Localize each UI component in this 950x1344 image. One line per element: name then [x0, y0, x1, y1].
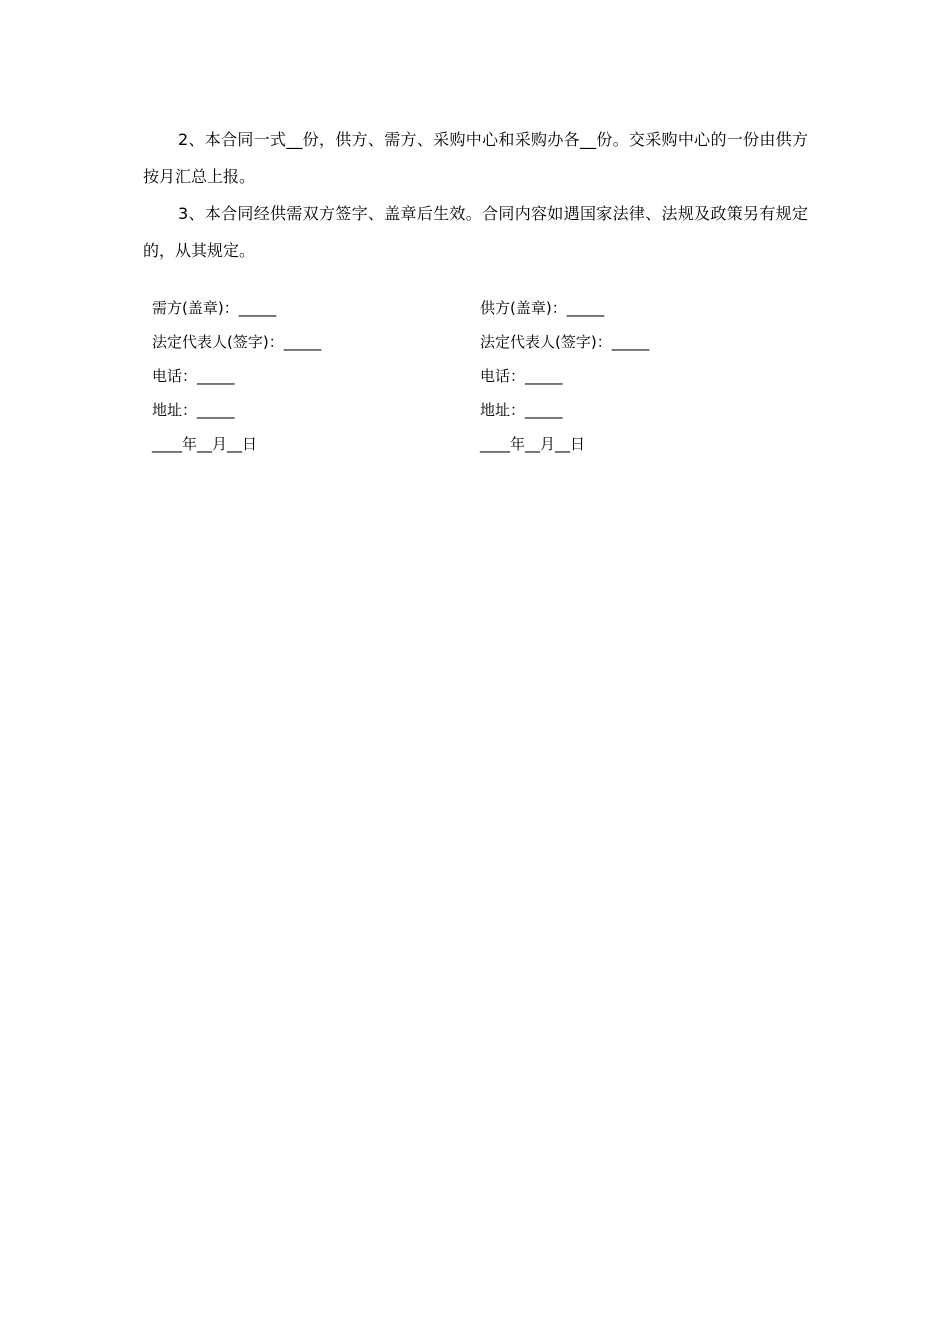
- clause-2: 2、本合同一式__份，供方、需方、采购中心和采购办各__份。交采购中心的一份由供方按月汇总上报。: [143, 130, 808, 186]
- buyer-seal-field: 需方(盖章)：_____: [152, 299, 277, 317]
- supplier-address-field: 地址：_____: [480, 401, 563, 419]
- supplier-seal-field: 供方(盖章)：_____: [480, 299, 605, 317]
- contract-clauses: [143, 121, 808, 269]
- buyer-phone-field: 电话：_____: [152, 367, 235, 385]
- buyer-address-field: 地址：_____: [152, 401, 235, 419]
- supplier-phone-field: 电话：_____: [480, 367, 563, 385]
- buyer-representative-field: 法定代表人(签字)：_____: [152, 333, 322, 351]
- supplier-signature-block: [480, 293, 649, 463]
- supplier-representative-field: 法定代表人(签字)：_____: [480, 333, 650, 351]
- clause-3: 3、本合同经供需双方签字、盖章后生效。合同内容如遇国家法律、法规及政策另有规定的，从其规定。: [143, 204, 808, 260]
- supplier-date-field: ____年__月__日: [480, 435, 586, 453]
- buyer-date-field: ____年__月__日: [152, 435, 258, 453]
- buyer-signature-block: [152, 293, 321, 463]
